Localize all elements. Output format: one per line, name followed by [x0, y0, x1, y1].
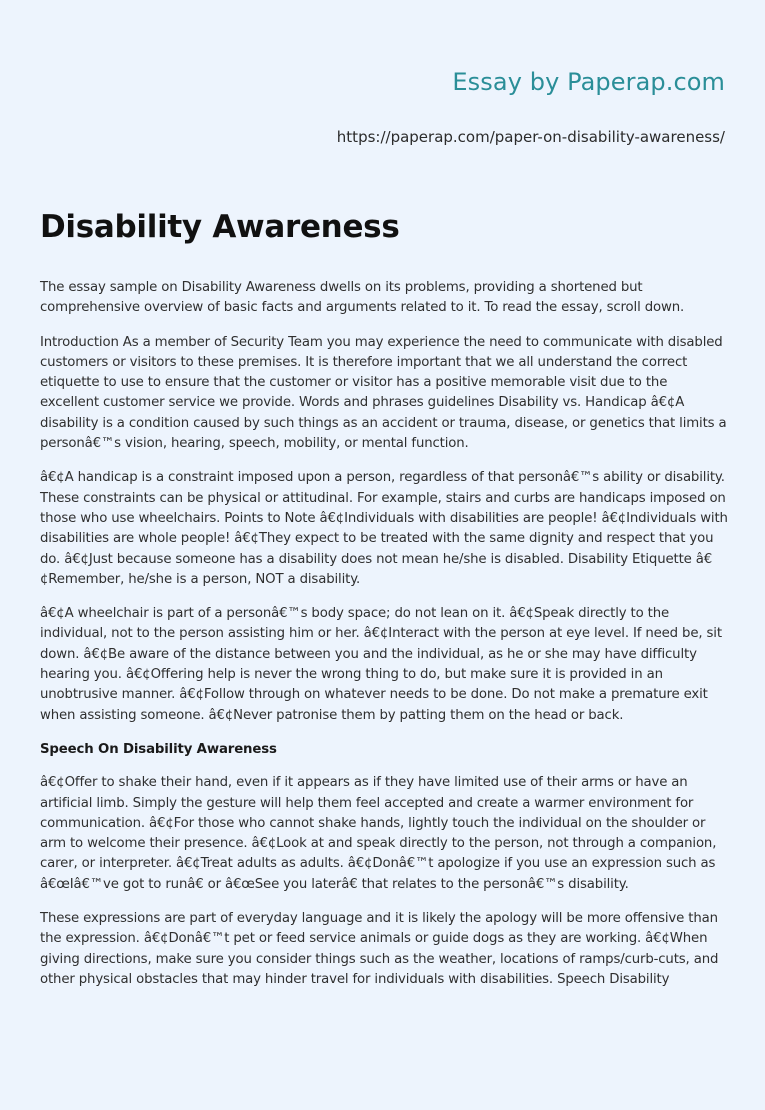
essay-paragraph: These expressions are part of everyday language and it is likely the apology will be more offensive than the expression. â€¢Donâ€™t pet or feed service animals or guide dogs as they are working. â€¢When giving directions, make sure you consider things such as the weather, locations of ramps/curb-cuts, and other physical obstacles that may hinder travel for individuals with disabilities. Speech Disability — [40, 911, 719, 987]
essay-paragraph: Introduction As a member of Security Team you may experience the need to communicate with disabled customers or visitors to these premises. It is therefore important that we all understand the correct etiquette to use to ensure that the customer or visitor has a positive memorable visit due to the excellent customer service we provide. Words and phrases guidelines Disability vs. Handicap â€¢A disability is a condition caused by such things as an accident or trauma, disease, or genetics that limits a personâ€™s vision, hearing, speech, mobility, or mental function. — [40, 334, 727, 452]
page-title: Disability Awareness — [40, 209, 400, 245]
source-url[interactable]: https://paperap.com/paper-on-disability-awareness/ — [336, 128, 725, 146]
site-brand[interactable]: Essay by Paperap.com — [452, 68, 725, 96]
essay-paragraph: â€¢A wheelchair is part of a personâ€™s body space; do not lean on it. â€¢Speak directly to the individual, not to the person assisting him or her. â€¢Interact with the person at eye level. If need be, sit down. â€¢Be aware of the distance between you and the individual, as he or she may have difficulty hearing you. â€¢Offering help is never the wrong thing to do, but make sure it is provided in an unobtrusive manner. â€¢Follow through on whatever needs to be done. Do not make a premature exit when assisting someone. â€¢Never patronise them by patting them on the head or back. — [40, 606, 722, 723]
essay-paragraph: â€¢Offer to shake their hand, even if it appears as if they have limited use of their arms or have an artificial limb. Simply the gesture will help them feel accepted and create a warmer environment for communication. â€¢For those who cannot shake hands, lightly touch the individual on the shoulder or arm to welcome their presence. â€¢Look at and speak directly to the person, not through a companion, carer, or interpreter. â€¢Treat adults as adults. â€¢Donâ€™t apologize if you use an expression such as â€œIâ€™ve got to runâ€ or â€œSee you laterâ€ that relates to the personâ€™s disability. — [40, 775, 717, 892]
essay-paragraph: The essay sample on Disability Awareness dwells on its problems, providing a shortened but comprehensive overview of basic facts and arguments related to it. To read the essay, scroll down. — [40, 280, 685, 316]
section-heading: Speech On Disability Awareness — [40, 741, 277, 757]
essay-paragraph: â€¢A handicap is a constraint imposed upon a person, regardless of that personâ€™s ability or disability. These constraints can be physical or attitudinal. For example, stairs and curbs are handicaps imposed on those who use wheelchairs. Points to Note â€¢Individuals with disabilities are people! â€¢Individuals with disabilities are whole people! â€¢They expect to be treated with the same dignity and respect that you do. â€¢Just because someone has a disability does not mean he/she is disabled. Disability Etiquette â€¢Remember, he/she is a person, NOT a disability. — [40, 470, 728, 587]
essay-body — [40, 278, 730, 1004]
